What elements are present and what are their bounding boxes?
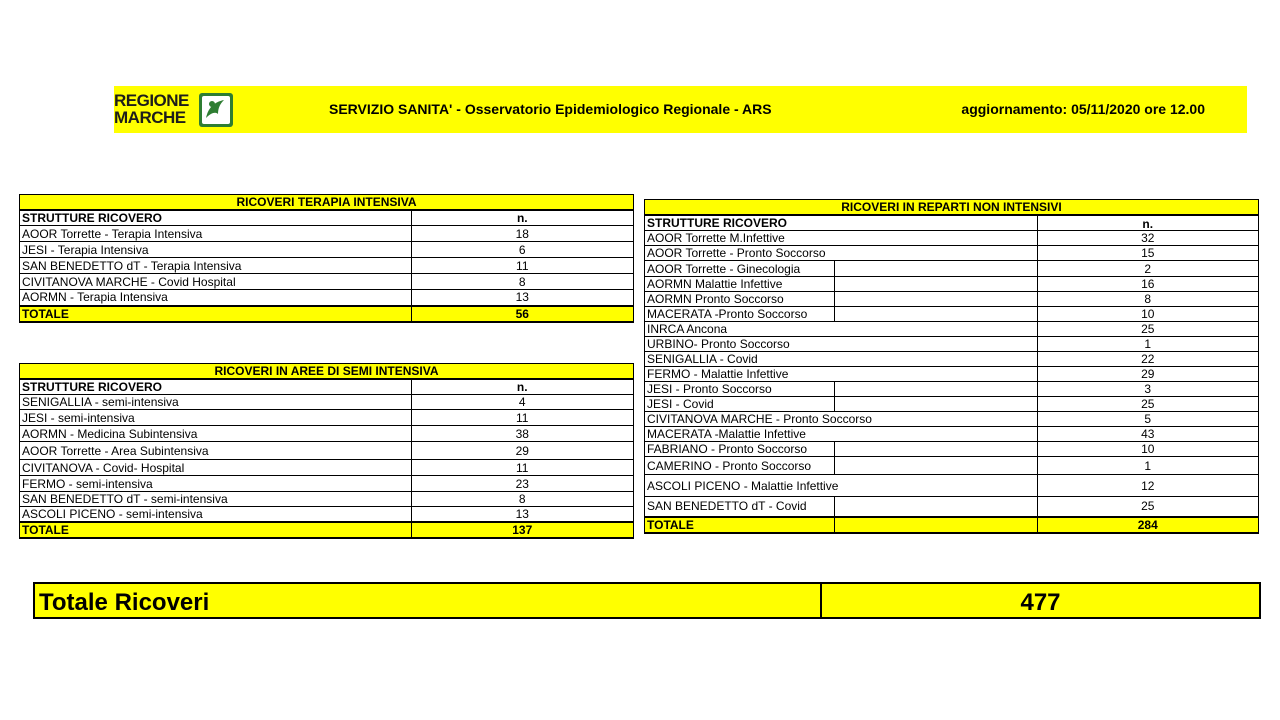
table-row: ASCOLI PICENO - semi-intensiva 13 xyxy=(20,507,634,523)
banner-title: SERVIZIO SANITA' - Osservatorio Epidemiologico Regionale - ARS xyxy=(329,101,772,117)
table-row: FABRIANO - Pronto Soccorso 10 xyxy=(645,442,1259,457)
col-header-structure: STRUTTURE RICOVERO xyxy=(20,210,412,226)
regione-marche-emblem-icon xyxy=(198,92,234,128)
logo-text: REGIONE MARCHE xyxy=(114,91,189,127)
table-row: CIVITANOVA - Covid- Hospital 11 xyxy=(20,460,634,476)
table-row: CIVITANOVA MARCHE - Pronto Soccorso 5 xyxy=(645,412,1259,427)
non-intensive-table xyxy=(644,199,1259,534)
col-header-n: n. xyxy=(411,210,633,226)
table-row: AORMN Pronto Soccorso 8 xyxy=(645,292,1259,307)
table-row: FERMO - Malattie Infettive 29 xyxy=(645,367,1259,382)
table-row: URBINO- Pronto Soccorso 1 xyxy=(645,337,1259,352)
col-header-structure: STRUTTURE RICOVERO xyxy=(645,215,1038,231)
table-row: JESI - Terapia Intensiva 6 xyxy=(20,242,634,258)
grand-total-value: 477 xyxy=(1020,589,1061,616)
total-row: TOTALE 56 xyxy=(20,306,634,322)
total-row: TOTALE 284 xyxy=(645,517,1259,533)
table-row: SAN BENEDETTO dT - Covid 25 xyxy=(645,497,1259,517)
table-row: SENIGALLIA - Covid 22 xyxy=(645,352,1259,367)
table-row: AORMN - Terapia Intensiva 13 xyxy=(20,290,634,306)
table-row: AOOR Torrette - Ginecologia 2 xyxy=(645,261,1259,277)
table-row: JESI - Covid 25 xyxy=(645,397,1259,412)
table-row: ASCOLI PICENO - Malattie Infettive 12 xyxy=(645,475,1259,497)
table-row: JESI - Pronto Soccorso 3 xyxy=(645,382,1259,397)
table-row: FERMO - semi-intensiva 23 xyxy=(20,476,634,492)
update-timestamp: aggiornamento: 05/11/2020 ore 12.00 xyxy=(961,101,1205,117)
table-title: RICOVERI IN AREE DI SEMI INTENSIVA xyxy=(20,364,634,380)
table-row: AOOR Torrette M.Infettive 32 xyxy=(645,231,1259,246)
table-row: INRCA Ancona 25 xyxy=(645,322,1259,337)
table-row: AOOR Torrette - Area Subintensiva 29 xyxy=(20,442,634,460)
semi-intensive-table xyxy=(19,363,634,539)
table-row: AORMN Malattie Infettive 16 xyxy=(645,277,1259,292)
intensive-care-table xyxy=(19,194,634,323)
table-row: AOOR Torrette - Terapia Intensiva 18 xyxy=(20,226,634,242)
grand-total-bar xyxy=(33,582,1261,619)
table-row: SENIGALLIA - semi-intensiva 4 xyxy=(20,395,634,410)
header-banner xyxy=(114,86,1247,133)
table-row: SAN BENEDETTO dT - Terapia Intensiva 11 xyxy=(20,258,634,274)
grand-total-label: Totale Ricoveri xyxy=(39,589,210,616)
col-header-n: n. xyxy=(1037,215,1258,231)
total-row: TOTALE 137 xyxy=(20,522,634,538)
table-row: MACERATA -Pronto Soccorso 10 xyxy=(645,307,1259,322)
table-row: SAN BENEDETTO dT - semi-intensiva 8 xyxy=(20,492,634,507)
table-title: RICOVERI IN REPARTI NON INTENSIVI xyxy=(645,200,1259,216)
table-row: JESI - semi-intensiva 11 xyxy=(20,410,634,426)
table-row: CAMERINO - Pronto Soccorso 1 xyxy=(645,457,1259,475)
table-row: AOOR Torrette - Pronto Soccorso 15 xyxy=(645,246,1259,261)
col-header-structure: STRUTTURE RICOVERO xyxy=(20,379,412,395)
table-title: RICOVERI TERAPIA INTENSIVA xyxy=(20,195,634,211)
table-row: CIVITANOVA MARCHE - Covid Hospital 8 xyxy=(20,274,634,290)
col-header-n: n. xyxy=(411,379,633,395)
table-row: AORMN - Medicina Subintensiva 38 xyxy=(20,426,634,442)
table-row: MACERATA -Malattie Infettive 43 xyxy=(645,427,1259,442)
